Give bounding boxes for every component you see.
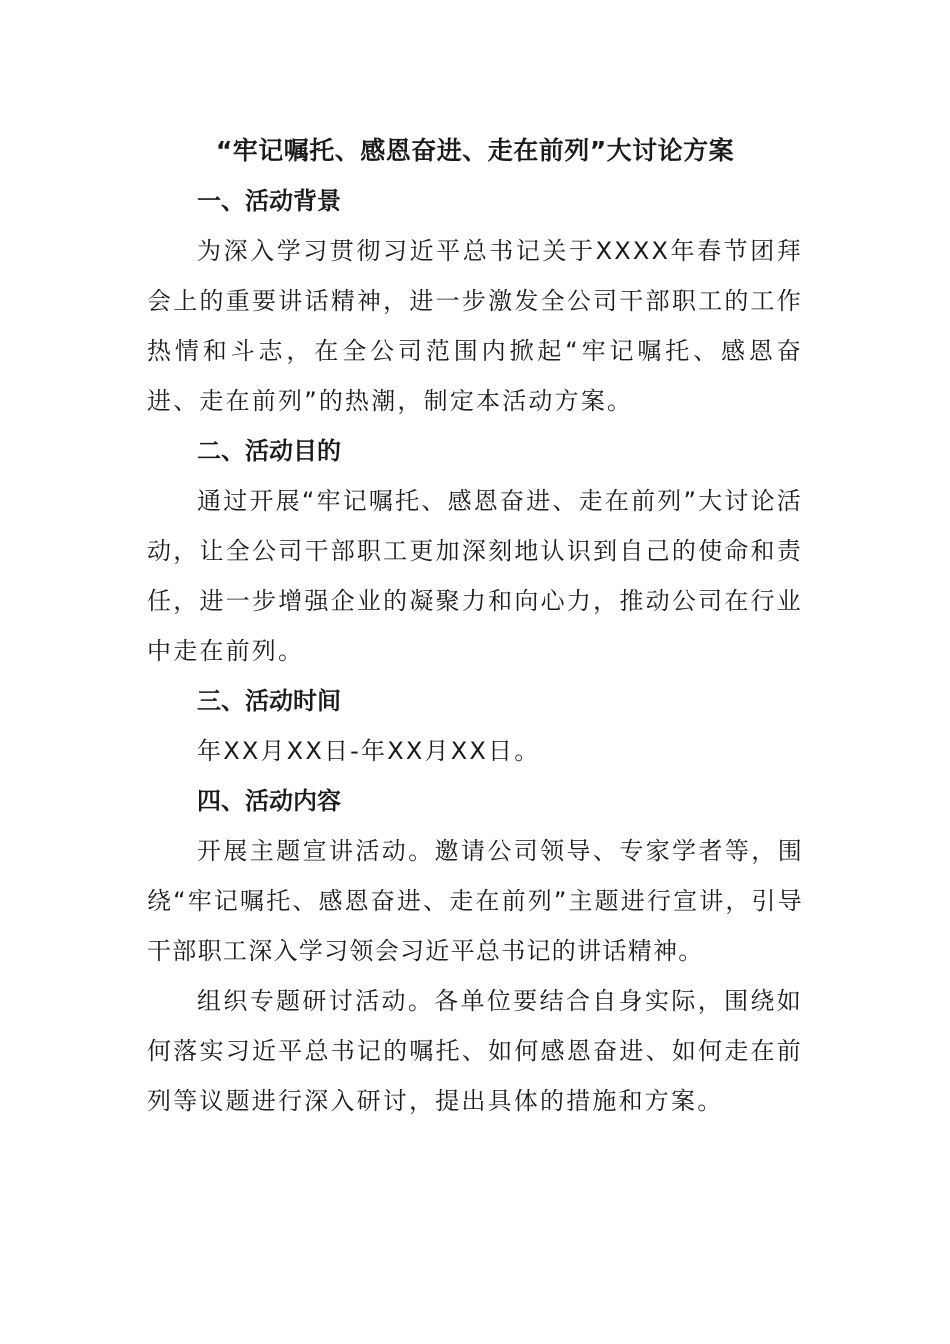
section-heading-content: 四、活动内容 — [197, 787, 341, 815]
paragraph-time: 年XX月XX日-年XX月XX日。 — [197, 737, 541, 765]
paragraph-background: 为深入学习贯彻习近平总书记关于XXXX年春节团拜会上的重要讲话精神，进一步激发全公司干部职工的工作热情和斗志，在全公司范围内掀起“牢记嘱托、感恩奋进、走在前列”的热潮，制定本活动方案。 — [147, 237, 803, 415]
document-body — [147, 126, 803, 1126]
section-heading-background: 一、活动背景 — [197, 187, 341, 215]
paragraph-content-lecture: 开展主题宣讲活动。邀请公司领导、专家学者等，围绕“牢记嘱托、感恩奋进、走在前列”主题进行宣讲，引导干部职工深入学习领会习近平总书记的讲话精神。 — [147, 837, 803, 965]
section-heading-purpose: 二、活动目的 — [197, 437, 341, 465]
paragraph-purpose: 通过开展“牢记嘱托、感恩奋进、走在前列”大讨论活动，让全公司干部职工更加深刻地认识到自己的使命和责任，进一步增强企业的凝聚力和向心力，推动公司在行业中走在前列。 — [147, 487, 803, 665]
paragraph-content-seminar: 组织专题研讨活动。各单位要结合自身实际，围绕如何落实习近平总书记的嘱托、如何感恩奋进、如何走在前列等议题进行深入研讨，提出具体的措施和方案。 — [147, 987, 803, 1115]
document-title: “牢记嘱托、感恩奋进、走在前列”大讨论方案 — [215, 136, 735, 165]
section-heading-time: 三、活动时间 — [197, 687, 341, 715]
